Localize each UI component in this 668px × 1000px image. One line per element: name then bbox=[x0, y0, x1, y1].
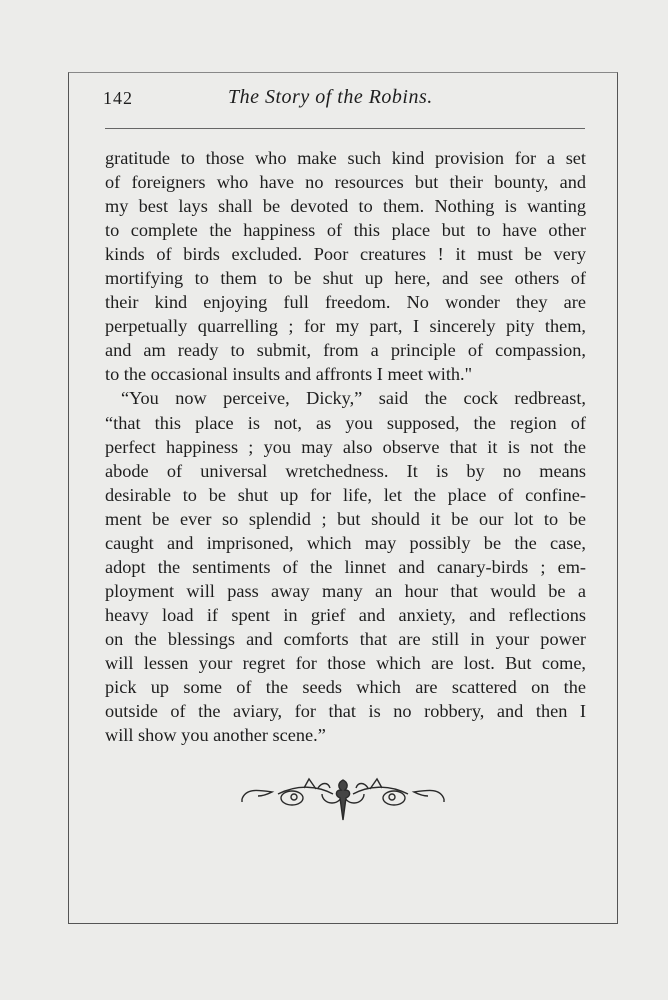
text-line: ment be ever so splendid ; but should it be our lot to be bbox=[105, 508, 586, 529]
text-line: mortifying to them to be shut up here, and see others of bbox=[105, 268, 586, 289]
body-text bbox=[105, 146, 586, 747]
text-line: of foreigners who have no resources but their bounty, and bbox=[105, 172, 586, 193]
text-line: on the blessings and comforts that are still in your power bbox=[105, 628, 586, 649]
text-line: their kind enjoying full freedom. No wonder they are bbox=[105, 292, 586, 313]
text-line: to complete the happiness of this place but to have other bbox=[105, 220, 586, 241]
text-line: outside of the aviary, for that is no robbery, and then I bbox=[105, 701, 586, 722]
text-line: perpetually quarrelling ; for my part, I sincerely pity them, bbox=[105, 316, 586, 337]
text-line: will lessen your regret for those which are lost. But come, bbox=[105, 652, 586, 673]
text-line: to the occasional insults and affronts I meet with." bbox=[105, 364, 473, 385]
text-line: ployment will pass away many an hour that would be a bbox=[105, 580, 586, 601]
text-line: will show you another scene.” bbox=[105, 725, 326, 746]
text-line: desirable to be shut up for life, let the place of confine- bbox=[105, 484, 586, 505]
text-line: caught and imprisoned, which may possibly be the case, bbox=[105, 532, 586, 553]
text-line: kinds of birds excluded. Poor creatures ! it must be very bbox=[105, 244, 586, 265]
text-line: pick up some of the seeds which are scattered on the bbox=[105, 677, 586, 698]
text-line: “that this place is not, as you supposed, the region of bbox=[105, 412, 586, 433]
text-line: gratitude to those who make such kind provision for a set bbox=[105, 148, 586, 168]
text-line: heavy load if spent in grief and anxiety, and reflections bbox=[105, 604, 586, 625]
page-number: 142 bbox=[103, 88, 133, 108]
text-line: and am ready to submit, from a principle of compassion, bbox=[105, 340, 586, 361]
text-line: abode of universal wretchedness. It is by no means bbox=[105, 460, 586, 481]
running-title: The Story of the Robins. bbox=[228, 86, 433, 108]
text-line: my best lays shall be devoted to them. Nothing is wanting bbox=[105, 196, 586, 217]
header-rule bbox=[105, 128, 585, 129]
text-line: “You now perceive, Dicky,” said the cock redbreast, bbox=[121, 388, 586, 409]
text-line: adopt the sentiments of the linnet and canary-birds ; em- bbox=[105, 556, 586, 577]
fleuron-ornament-icon bbox=[238, 774, 448, 824]
text-line: perfect happiness ; you may also observe that it is not the bbox=[105, 436, 586, 457]
